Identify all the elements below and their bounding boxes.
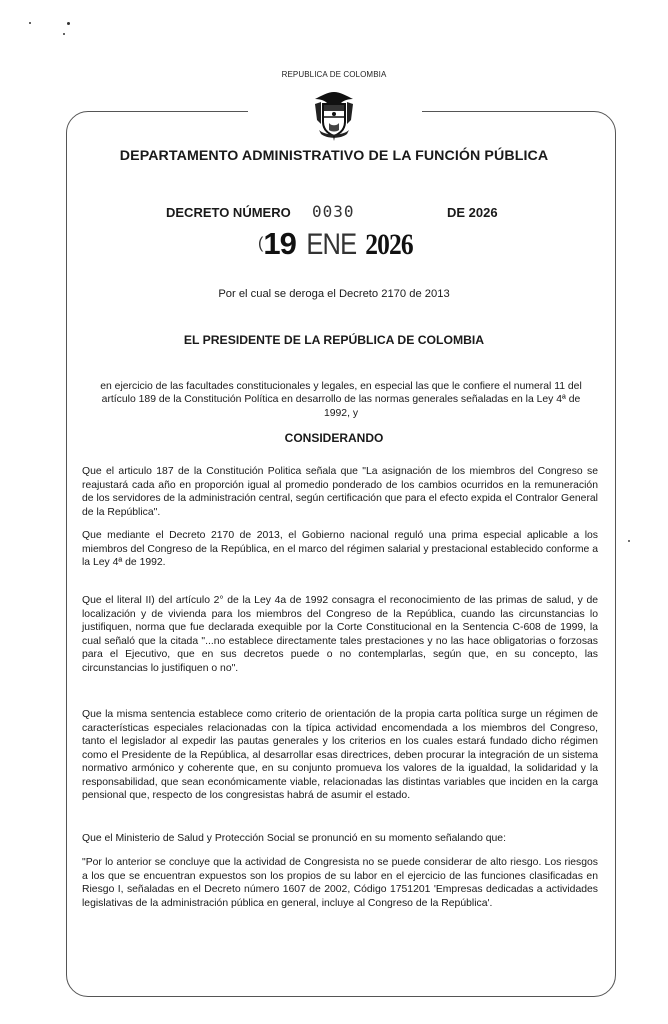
date-stamp [258,226,417,266]
stamp-month: ENE [306,228,357,261]
stamp-day: 19 [263,226,296,261]
powers-clause: en ejercicio de las facultades constitucionales y legales, en especial las que le confiere el numeral 11 del artículo 189 de la Constitución Política en desarrollo de las normas generales señaladas en la Ley 4ª de 1992, y [100,381,582,419]
coat-of-arms-icon [311,90,357,142]
quoted-paragraph: "Por lo anterior se concluye que la actividad de Congresista no se puede considerar de alto riesgo. Los riesgos a los que se encuentran expuestos son los propios de su labor en el ejercicio de las funciones clasificadas en Riesgo I, señaladas en el Decreto número 1607 de 2002, Código 1751201 'Empresas dedicadas a actividades legislativas de la administración pública en general, incluye al Congreso de la República'. [82,857,598,909]
considering-paragraph: Que el Ministerio de Salud y Protección Social se pronunció en su momento señalando que: [82,833,506,844]
considering-paragraph: Que la misma sentencia establece como criterio de orientación de la propia carta política surge un régimen de características especiales relacionadas con la típica actividad encomendada a los miembros del Congreso, tanto el legislador al expedir las pautas generales y los criterios en los cuales estará fundado dicho régimen como el Presidente de la República, al desarrollar esas directrices, deben procurar la integración de un sistema normativo armónico y coherente que, en su conjunto promueva los valores de la igualdad, la solidaridad y la responsabilidad, que sean económicamente viable, relacionadas las distintas variables que inciden en la carga pensional que, respecto de los congresistas habrá de asumir el estado. [82,709,598,801]
country-heading: REPUBLICA DE COLOMBIA [281,70,387,79]
scan-speck [67,22,70,25]
decree-number: 0030 [312,202,355,221]
considering-paragraph: Que el articulo 187 de la Constitución Politica señala que "La asignación de los miembros del Congreso se reajustará cada año en proporción igual al promedio ponderado de los cambios ocurridos en la remuneración de los servidores de la administración central, según certificación que para el efecto expida el Contralor General de la República". [82,466,598,518]
scan-speck [628,540,630,542]
considering-heading: CONSIDERANDO [284,431,384,445]
decree-label: DECRETO NÚMERO [166,205,291,220]
decree-purpose: Por el cual se deroga el Decreto 2170 de 2013 [218,288,450,300]
decree-number-line [0,203,668,225]
stamp-year: 2026 [365,228,414,261]
stamp-paren: ( [258,235,264,252]
scan-speck [29,22,31,24]
agency-title: DEPARTAMENTO ADMINISTRATIVO DE LA FUNCIÓN PÚBLICA [119,148,549,164]
scan-speck [63,33,65,35]
issuer-heading: EL PRESIDENTE DE LA REPÚBLICA DE COLOMBIA [183,333,485,347]
decree-year: DE 2026 [447,205,498,220]
considering-paragraph: Que mediante el Decreto 2170 de 2013, el Gobierno nacional reguló una prima especial aplicable a los miembros del Congreso de la República, en el marco del régimen salarial y prestacional establecido conforme a la Ley 4ª de 1992. [82,530,598,568]
considering-paragraph: Que el literal II) del artículo 2° de la Ley 4a de 1992 consagra el reconocimiento de las primas de salud, y de localización y de vivienda para los miembros del Congreso de la República, cuando las circunstancias lo justifiquen, norma que fue declarada exequible por la Corte Constitucional en la Sentencia C-608 de 1999, la cual señaló que la citada "...no establece directamente tales prestaciones y no las hace obligatorias o forzosas para el Ejecutivo, que en sus decretos puede o no contemplarlas, según que, en su concepto, las circunstancias lo justifiquen o no". [82,595,598,674]
